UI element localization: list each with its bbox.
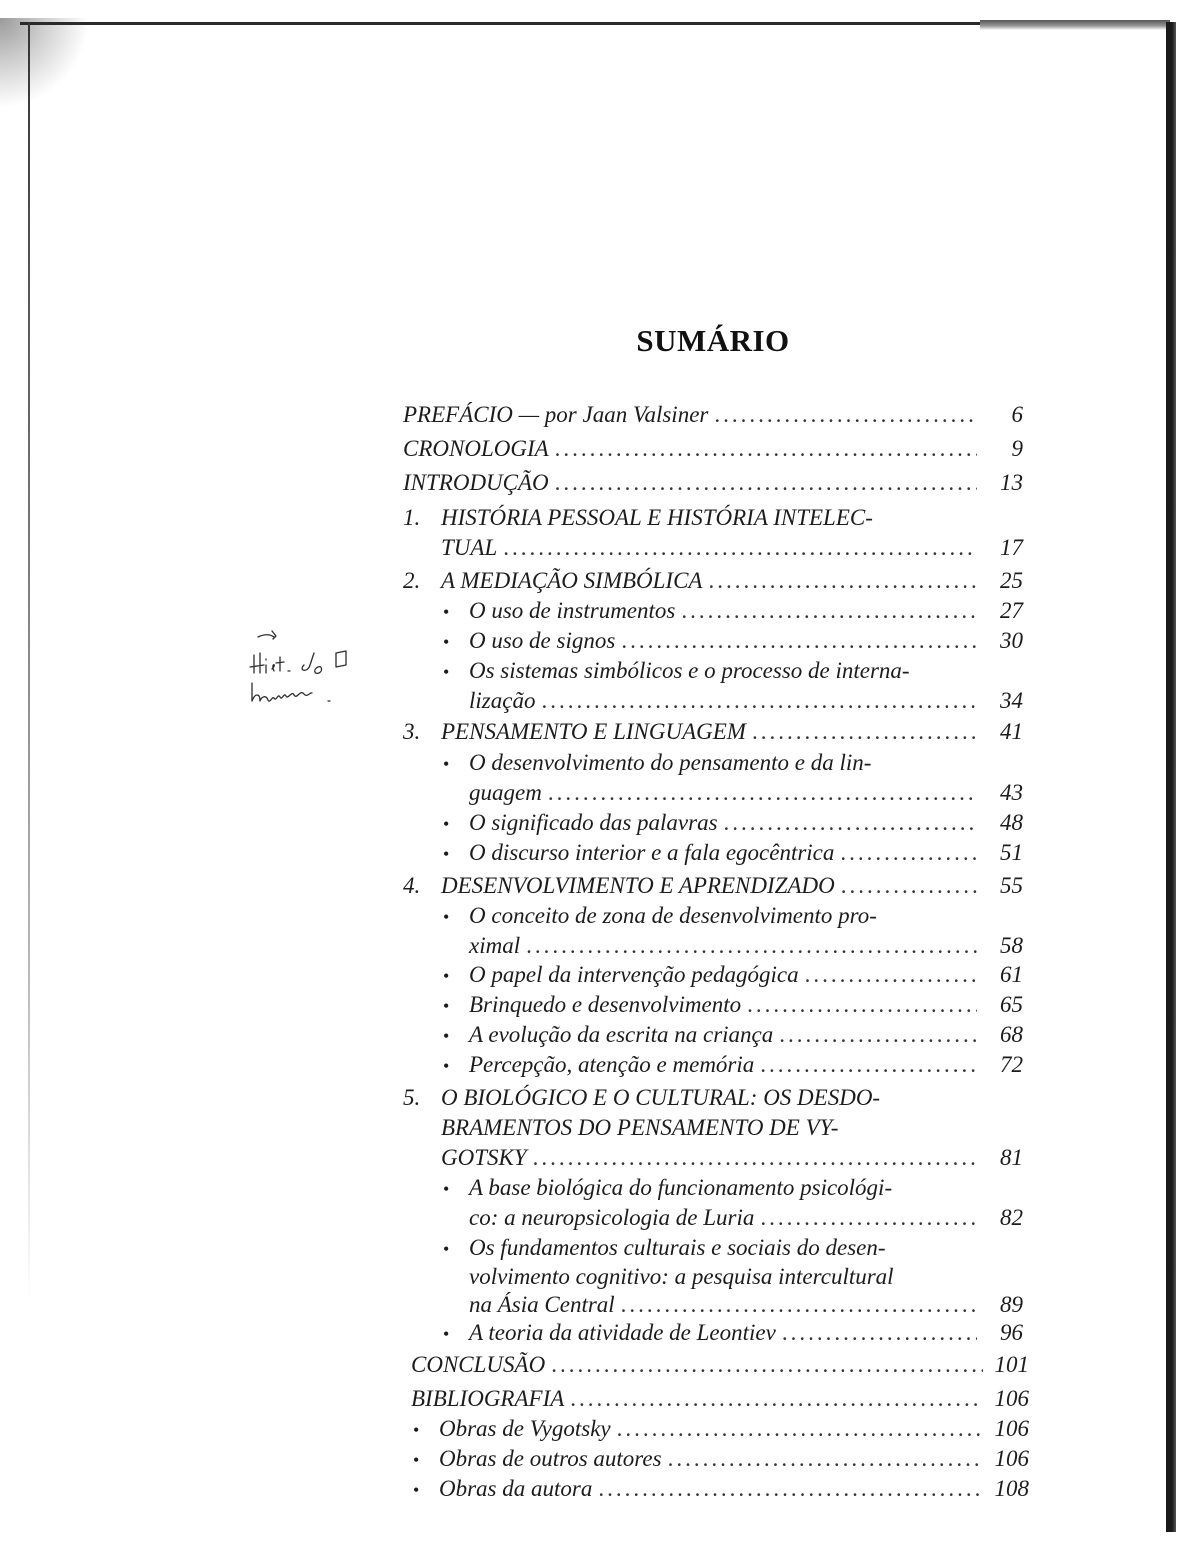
toc-sub-desenvolvimento-pensamento bbox=[443, 748, 1023, 779]
dot-leader bbox=[747, 990, 977, 1020]
toc-page-number: 55 bbox=[1000, 873, 1023, 898]
toc-sub-base-biologica-cont bbox=[469, 1203, 1023, 1233]
toc-page-number: 27 bbox=[1000, 598, 1023, 623]
toc-page-number: 106 bbox=[994, 1386, 1029, 1411]
bullet-icon: • bbox=[443, 844, 450, 864]
toc-entry-bibliografia bbox=[411, 1384, 1029, 1414]
toc-entry-text: Os sistemas simbólicos e o processo de interna- bbox=[469, 658, 910, 683]
toc-entry-text: Os fundamentos culturais e sociais do desen- bbox=[469, 1235, 886, 1260]
dot-leader bbox=[617, 1414, 983, 1444]
dot-leader bbox=[548, 778, 977, 808]
toc-entry-text: A base biológica do funcionamento psicológi- bbox=[469, 1175, 893, 1200]
toc-entry-text-cont: co: a neuropsicologia de Luria bbox=[469, 1205, 755, 1230]
toc-page-number: 30 bbox=[1000, 628, 1023, 653]
chapter-number: 5. bbox=[403, 1085, 421, 1110]
toc-page-number: 48 bbox=[1000, 810, 1023, 835]
toc-page-number: 72 bbox=[1000, 1052, 1023, 1077]
dot-leader bbox=[555, 434, 977, 464]
dot-leader bbox=[724, 808, 977, 838]
toc-entry-text: Obras da autora bbox=[439, 1476, 593, 1501]
toc-chapter-1-cont bbox=[441, 533, 1023, 563]
chapter-number: 1. bbox=[403, 505, 421, 530]
toc-entry-text: PENSAMENTO E LINGUAGEM bbox=[441, 719, 746, 744]
toc-page-number: 34 bbox=[1000, 688, 1023, 713]
bullet-icon: • bbox=[443, 632, 450, 652]
toc-page-number: 51 bbox=[1000, 840, 1023, 865]
toc-entry-text: Obras de Vygotsky bbox=[439, 1416, 611, 1441]
toc-entry-introducao bbox=[403, 468, 1023, 498]
dot-leader bbox=[708, 566, 977, 596]
bullet-icon: • bbox=[443, 1239, 450, 1259]
toc-sub-fundamentos-cont-b bbox=[469, 1290, 1023, 1320]
toc-entry-text: Obras de outros autores bbox=[439, 1446, 662, 1471]
dot-leader bbox=[760, 1050, 977, 1080]
toc-sub-sistemas-cont bbox=[469, 686, 1023, 716]
toc-entry-text: O desenvolvimento do pensamento e da lin- bbox=[469, 750, 872, 775]
toc-entry-text: O significado das palavras bbox=[469, 810, 718, 835]
dot-leader bbox=[533, 1143, 977, 1173]
toc-page-number: 101 bbox=[994, 1352, 1029, 1377]
toc-entry-prefacio bbox=[403, 400, 1023, 430]
toc-page-number: 108 bbox=[994, 1476, 1029, 1501]
toc-entry-conclusao bbox=[411, 1350, 1029, 1380]
toc-entry-text-cont: lização bbox=[469, 688, 536, 713]
toc-page-number: 96 bbox=[1000, 1320, 1023, 1345]
bullet-icon: • bbox=[413, 1450, 420, 1470]
bullet-icon: • bbox=[443, 907, 450, 927]
toc-page-number: 68 bbox=[1000, 1022, 1023, 1047]
toc-page-number: 61 bbox=[1000, 962, 1023, 987]
toc-sub-brinquedo bbox=[443, 990, 1023, 1021]
toc-entry-text: O uso de signos bbox=[469, 628, 616, 653]
dot-leader bbox=[541, 686, 977, 716]
toc-sub-fundamentos-cont-a bbox=[469, 1262, 1023, 1292]
toc-chapter-1 bbox=[403, 503, 1023, 533]
bullet-icon: • bbox=[413, 1420, 420, 1440]
bullet-icon: • bbox=[443, 996, 450, 1016]
chapter-number: 4. bbox=[403, 873, 421, 898]
toc-page-number: 89 bbox=[1000, 1292, 1023, 1317]
toc-entry-text: O conceito de zona de desenvolvimento pro- bbox=[469, 903, 877, 928]
toc-entry-text: INTRODUÇÃO bbox=[403, 470, 549, 495]
toc-chapter-3 bbox=[403, 717, 1023, 747]
toc-sub-discurso bbox=[443, 838, 1023, 869]
handwritten-margin-note bbox=[248, 625, 378, 710]
toc-entry-text: BIBLIOGRAFIA bbox=[411, 1386, 565, 1411]
toc-page-number: 81 bbox=[1000, 1145, 1023, 1170]
bullet-icon: • bbox=[443, 662, 450, 682]
toc-chapter-2 bbox=[403, 566, 1023, 596]
dot-leader bbox=[570, 1384, 983, 1414]
toc-entry-text: A teoria da atividade de Leontiev bbox=[469, 1320, 776, 1345]
dot-leader bbox=[840, 838, 977, 868]
dot-leader bbox=[526, 931, 977, 961]
dot-leader bbox=[779, 1020, 977, 1050]
dot-leader bbox=[681, 596, 977, 626]
toc-entry-text-cont: BRAMENTOS DO PENSAMENTO DE VY- bbox=[441, 1115, 839, 1140]
toc-entry-text: Percepção, atenção e memória bbox=[469, 1052, 755, 1077]
dot-leader bbox=[598, 1474, 983, 1504]
toc-sub-base-biologica bbox=[443, 1173, 1023, 1204]
dot-leader bbox=[621, 1290, 977, 1320]
toc-sub-leontiev bbox=[443, 1318, 1023, 1349]
toc-sub-escrita bbox=[443, 1020, 1023, 1051]
toc-sub-desenvolvimento-pensamento-cont bbox=[469, 778, 1023, 808]
toc-page-number: 106 bbox=[994, 1446, 1029, 1471]
dot-leader bbox=[621, 626, 977, 656]
bullet-icon: • bbox=[413, 1480, 420, 1500]
dot-leader bbox=[782, 1318, 977, 1348]
toc-page-number: 41 bbox=[1000, 719, 1023, 744]
toc-sub-zona-cont bbox=[469, 931, 1023, 961]
bullet-icon: • bbox=[443, 1179, 450, 1199]
toc-page-number: 65 bbox=[1000, 992, 1023, 1017]
toc-entry-text-cont: GOTSKY bbox=[441, 1145, 527, 1170]
dot-leader bbox=[555, 468, 977, 498]
bullet-icon: • bbox=[443, 754, 450, 774]
toc-entry-text: A evolução da escrita na criança bbox=[469, 1022, 774, 1047]
toc-entry-text: DESENVOLVIMENTO E APRENDIZADO bbox=[441, 873, 835, 898]
toc-chapter-5 bbox=[403, 1083, 1023, 1113]
toc-chapter-5-cont-a bbox=[441, 1113, 1023, 1143]
dot-leader bbox=[714, 400, 977, 430]
toc-entry-text: O BIOLÓGICO E O CULTURAL: OS DESDO- bbox=[441, 1085, 881, 1110]
bullet-icon: • bbox=[443, 814, 450, 834]
toc-entry-text-cont: volvimento cognitivo: a pesquisa intercultural bbox=[469, 1264, 894, 1289]
page-title: SUMÁRIO bbox=[636, 322, 790, 358]
toc-sub-percepcao bbox=[443, 1050, 1023, 1081]
toc-page-number: 106 bbox=[994, 1416, 1029, 1441]
toc-entry-text-cont: TUAL bbox=[441, 535, 498, 560]
toc-sub-obras-outros bbox=[413, 1444, 1029, 1475]
toc-page-number: 6 bbox=[1011, 402, 1023, 427]
toc-sub-obras-vygotsky bbox=[413, 1414, 1029, 1445]
toc-entry-text: A MEDIAÇÃO SIMBÓLICA bbox=[441, 568, 703, 593]
toc-sub-intervencao bbox=[443, 960, 1023, 991]
toc-sub-zona bbox=[443, 901, 1023, 932]
toc-entry-text: HISTÓRIA PESSOAL E HISTÓRIA INTELEC- bbox=[441, 505, 873, 530]
toc-sub-significado bbox=[443, 808, 1023, 839]
toc-page-number: 43 bbox=[1000, 780, 1023, 805]
toc-entry-text: O discurso interior e a fala egocêntrica bbox=[469, 840, 835, 865]
bullet-icon: • bbox=[443, 1056, 450, 1076]
bullet-icon: • bbox=[443, 1324, 450, 1344]
toc-sub-fundamentos bbox=[443, 1233, 1023, 1264]
toc-sub-obras-autora bbox=[413, 1474, 1029, 1505]
toc-entry-text-cont: na Ásia Central bbox=[469, 1292, 615, 1317]
toc-entry-text: PREFÁCIO — por Jaan Valsiner bbox=[403, 402, 709, 427]
dot-leader bbox=[503, 533, 977, 563]
toc-sub-instrumentos bbox=[443, 596, 1023, 627]
toc-entry-text: Brinquedo e desenvolvimento bbox=[469, 992, 742, 1017]
toc-entry-text: CRONOLOGIA bbox=[403, 436, 549, 461]
dot-leader bbox=[668, 1444, 983, 1474]
toc-chapter-5-cont-b bbox=[441, 1143, 1023, 1173]
toc-entry-cronologia bbox=[403, 434, 1023, 464]
chapter-number: 2. bbox=[403, 568, 421, 593]
bullet-icon: • bbox=[443, 966, 450, 986]
bullet-icon: • bbox=[443, 602, 450, 622]
toc-page-number: 25 bbox=[1000, 568, 1023, 593]
toc-entry-text-cont: ximal bbox=[469, 933, 521, 958]
toc-page-number: 17 bbox=[1000, 535, 1023, 560]
toc-page-number: 9 bbox=[1011, 436, 1023, 461]
toc-entry-text: CONCLUSÃO bbox=[411, 1352, 546, 1377]
toc-sub-signos bbox=[443, 626, 1023, 657]
dot-leader bbox=[752, 717, 977, 747]
toc-page-number: 82 bbox=[1000, 1205, 1023, 1230]
dot-leader bbox=[805, 960, 977, 990]
bullet-icon: • bbox=[443, 1026, 450, 1046]
chapter-number: 3. bbox=[403, 719, 421, 744]
toc-page-number: 13 bbox=[1000, 470, 1023, 495]
toc-entry-text-cont: guagem bbox=[469, 780, 542, 805]
dot-leader bbox=[760, 1203, 977, 1233]
dot-leader bbox=[551, 1350, 983, 1380]
toc-page-number: 58 bbox=[1000, 933, 1023, 958]
toc-sub-sistemas bbox=[443, 656, 1023, 687]
toc-entry-text: O uso de instrumentos bbox=[469, 598, 676, 623]
toc-chapter-4 bbox=[403, 871, 1023, 901]
toc-entry-text: O papel da intervenção pedagógica bbox=[469, 962, 799, 987]
dot-leader bbox=[841, 871, 977, 901]
